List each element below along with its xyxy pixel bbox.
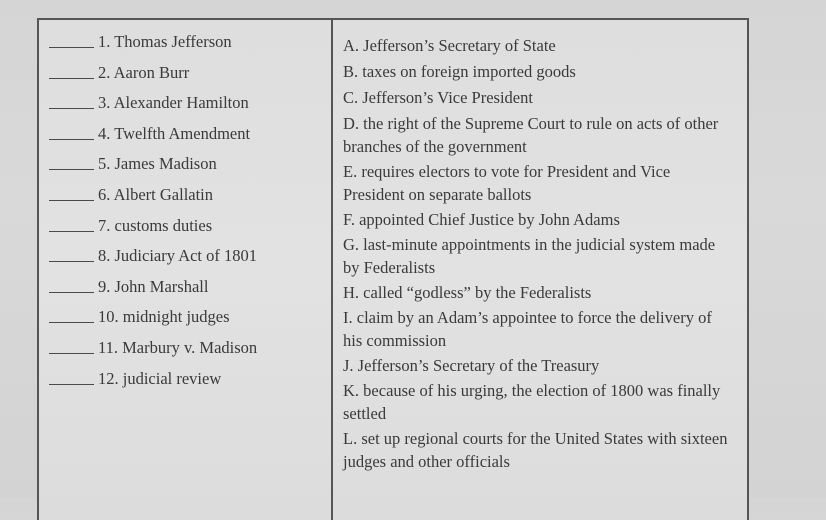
term-row-10 [49,308,257,339]
definition-l: L. set up regional courts for the United States with sixteen judges and other officials [343,429,728,471]
term-row-8 [49,247,257,278]
column-divider [331,20,333,520]
definition-b: B. taxes on foreign imported goods [343,62,576,81]
term-label-2: 2. Aaron Burr [98,62,190,82]
answer-blank-3[interactable] [49,94,94,109]
term-row-4 [49,125,257,156]
term-label-1: 1. Thomas Jefferson [98,32,232,51]
answer-blank-1[interactable] [49,33,94,48]
term-label-4: 4. Twelfth Amendment [98,123,251,143]
term-label-5: 5. James Madison [98,154,217,174]
definition-c: C. Jefferson’s Vice President [343,88,533,107]
term-row-5 [49,155,257,186]
terms-column [49,33,257,400]
term-row-3 [49,94,257,125]
term-row-9 [49,278,257,309]
matching-worksheet [37,18,749,520]
term-label-11: 11. Marbury v. Madison [98,337,258,357]
definition-h: H. called “godless” by the Federalists [343,283,592,302]
answer-blank-10[interactable] [49,308,94,323]
term-row-7 [49,217,257,248]
term-label-6: 6. Albert Gallatin [98,184,214,204]
answer-blank-7[interactable] [49,217,94,232]
answer-blank-11[interactable] [49,339,94,354]
definition-e: E. requires electors to vote for President and Vice President on separate ballots [343,162,671,204]
term-label-7: 7. customs duties [98,215,213,235]
term-label-12: 12. judicial review [98,368,222,388]
definition-i: I. claim by an Adam’s appointee to force the delivery of his commission [343,308,712,350]
definition-f: F. appointed Chief Justice by John Adams [343,210,620,229]
term-row-6 [49,186,257,217]
answer-blank-5[interactable] [49,155,94,170]
term-row-11 [49,339,257,370]
answer-blank-12[interactable] [49,370,94,385]
definition-a: A. Jefferson’s Secretary of State [343,36,556,55]
definition-j: J. Jefferson’s Secretary of the Treasury [343,356,600,375]
definitions-column [343,34,743,475]
term-row-1 [49,33,257,64]
definition-g: G. last-minute appointments in the judicial system made by Federalists [343,235,716,277]
answer-blank-9[interactable] [49,278,94,293]
term-label-9: 9. John Marshall [98,276,209,296]
definition-d: D. the right of the Supreme Court to rule on acts of other branches of the government [343,114,719,156]
term-row-12 [49,370,257,401]
answer-blank-8[interactable] [49,247,94,262]
term-label-3: 3. Alexander Hamilton [98,93,249,113]
term-label-10: 10. midnight judges [98,307,230,327]
term-row-2 [49,64,257,95]
answer-blank-6[interactable] [49,186,94,201]
definition-k: K. because of his urging, the election of 1800 was finally settled [343,381,721,423]
answer-blank-4[interactable] [49,125,94,140]
answer-blank-2[interactable] [49,64,94,79]
term-label-8: 8. Judiciary Act of 1801 [98,246,258,266]
